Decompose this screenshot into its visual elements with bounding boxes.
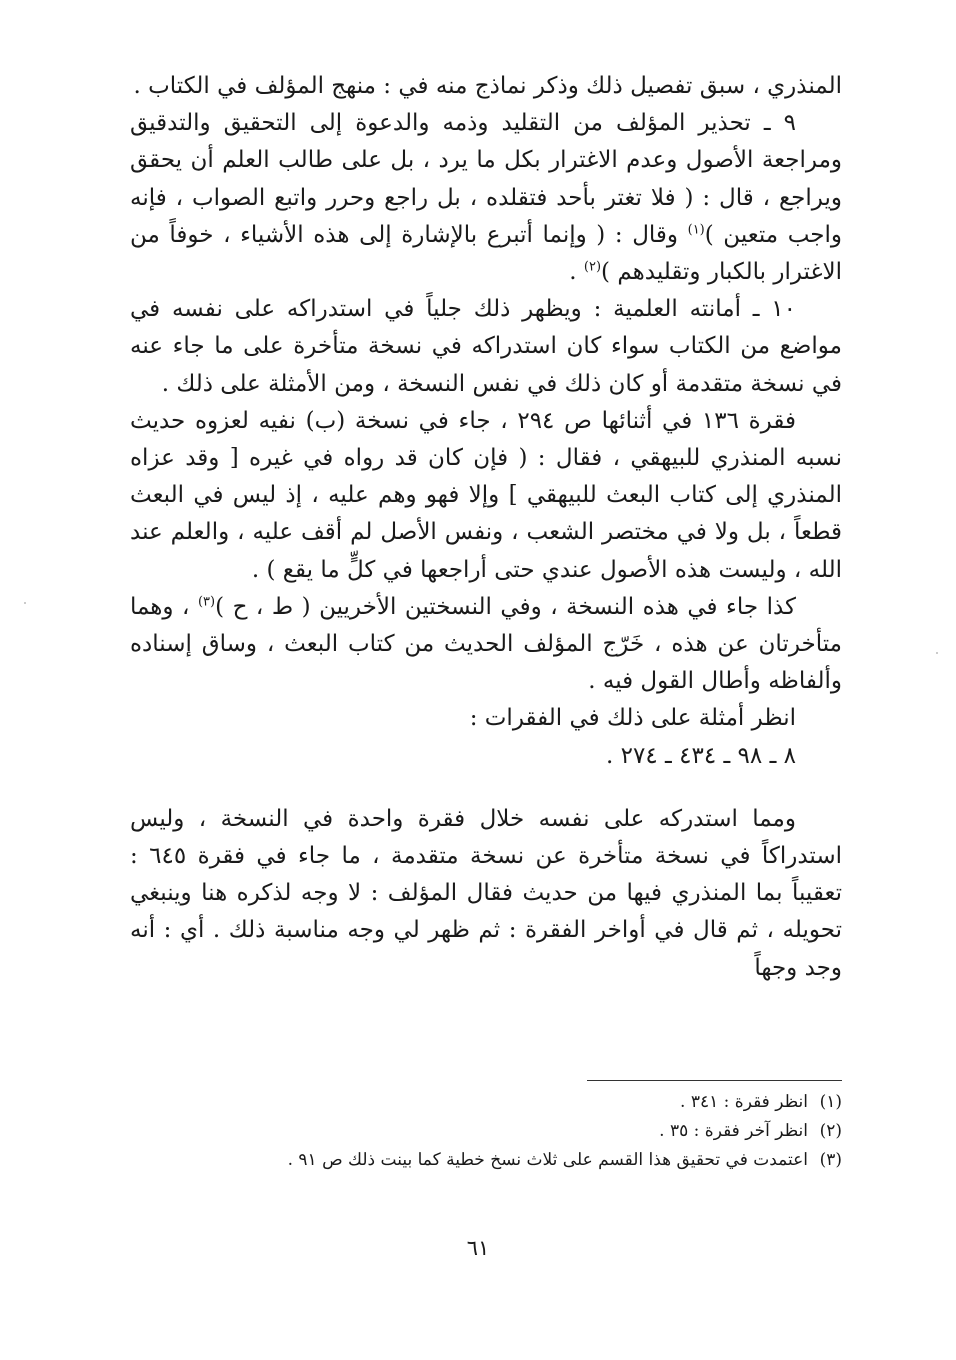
paragraph-text: ، وهما متأخرتان عن هذه ، خَرّج المؤلف الحديث من كتاب البعث ، وساق إسناده وألفاظه وأطال القول فيه . [130, 593, 842, 695]
paragraph-point-9 [130, 105, 842, 291]
footnote-text: اعتمدت في تحقيق هذا القسم على ثلاث نسخ خطية كما بينت ذلك ص ٩١ . [287, 1150, 808, 1170]
paragraph-text: ٩ ـ تحذير المؤلف من التقليد وذمه والدعوة إلى التحقيق والتدقيق ومراجعة الأصول وعدم الاغترار بكل ما يرد ، بل على طالب العلم أن يحقق ويراجع ، قال : ( فلا تغتر بأحد فتقلده ، بل راجع وحرر واتبع الصواب ، فإنه واجب متعين ) [130, 110, 842, 248]
footnote-number: (٣) [819, 1150, 842, 1170]
scan-speck [936, 652, 938, 654]
footnote-ref-1: (١) [687, 222, 705, 238]
paragraph-continuation: المنذري ، سبق تفصيل ذلك وذكر نماذج منه في : منهج المؤلف في الكتاب . [133, 73, 842, 99]
footnote-number: (١) [819, 1092, 842, 1112]
footnote-2 [160, 1117, 842, 1146]
footnote-1 [160, 1088, 842, 1117]
footnote-separator [587, 1080, 842, 1081]
footnote-ref-3: (٣) [197, 594, 216, 610]
main-text [130, 68, 842, 987]
paragraph-second-example: ومما استدركه على نفسه خلال فقرة واحدة في النسخة ، وليس استدراكاً في نسخة متأخرة عن نسخة متقدمة ، ما جاء في فقرة ٦٤٥ : تعقيباً بما المنذري فيها من حديث فقال المؤلف : لا وجه لذكره هنا وينبغي تحويله ، ثم قال في أواخر الفقرة : ثم ظهر لي وجه مناسبة ذلك . أي : أنه وجد وجهاً [130, 805, 843, 981]
footnotes [160, 1088, 842, 1175]
footnote-number: (٢) [819, 1121, 842, 1141]
paragraph-see-also: انظر أمثلة على ذلك في الفقرات : [469, 705, 796, 732]
paragraph-note [130, 589, 842, 701]
paragraph-text: وقال : ( وإنما أتبرع بالإشارة إلى هذه الأشياء ، خوفاً من الاغترار بالكبار وتقليدهم ) [130, 221, 842, 286]
footnote-3 [160, 1146, 842, 1175]
scan-speck [24, 602, 26, 604]
paragraph-text: . [569, 259, 584, 286]
footnote-ref-2: (٢) [583, 259, 602, 275]
paragraph-example: فقرة ١٣٦ في أثنائها ص ٢٩٤ ، جاء في نسخة (ب) نفيه لعزوه حديث نسبه المنذري للبيهقي ، فقال : ( فإن كان قد رواه في غيره [ وقد عزاه المنذري إلى كتاب البعث للبيهقي ] وإلا فهو وهم عليه ، إذ ليس في البعث قطعاً ، بل ولا في مختصر الشعب ، ونفس الأصل لم أقف عليه ، والعلم عند الله ، وليست هذه الأصول عندي حتى أراجعها في كلٍّ ما يقع ) . [130, 407, 842, 583]
footnote-text: انظر فقرة : ٣٤١ . [680, 1092, 808, 1112]
paragraph-text: كذا جاء في هذه النسخة ، وفي النسختين الأخريين ( ط ، ح ) [215, 593, 796, 620]
paragraph-numbers-list: ٨ ـ ٩٨ ـ ٤٣٤ ـ ٢٧٤ . [606, 742, 796, 769]
page-number: ٦١ [466, 1236, 490, 1260]
footnote-text: انظر آخر فقرة : ٣٥ . [659, 1121, 808, 1141]
paragraph-point-10: ١٠ ـ أمانته العلمية : ويظهر ذلك جلياً في استدراكه على نفسه في مواضع من الكتاب سواء كان استدراكه في نسخة متأخرة على ما جاء عنه في نسخة متقدمة أو كان ذلك في نفس النسخة ، ومن الأمثلة على ذلك . [130, 296, 842, 397]
